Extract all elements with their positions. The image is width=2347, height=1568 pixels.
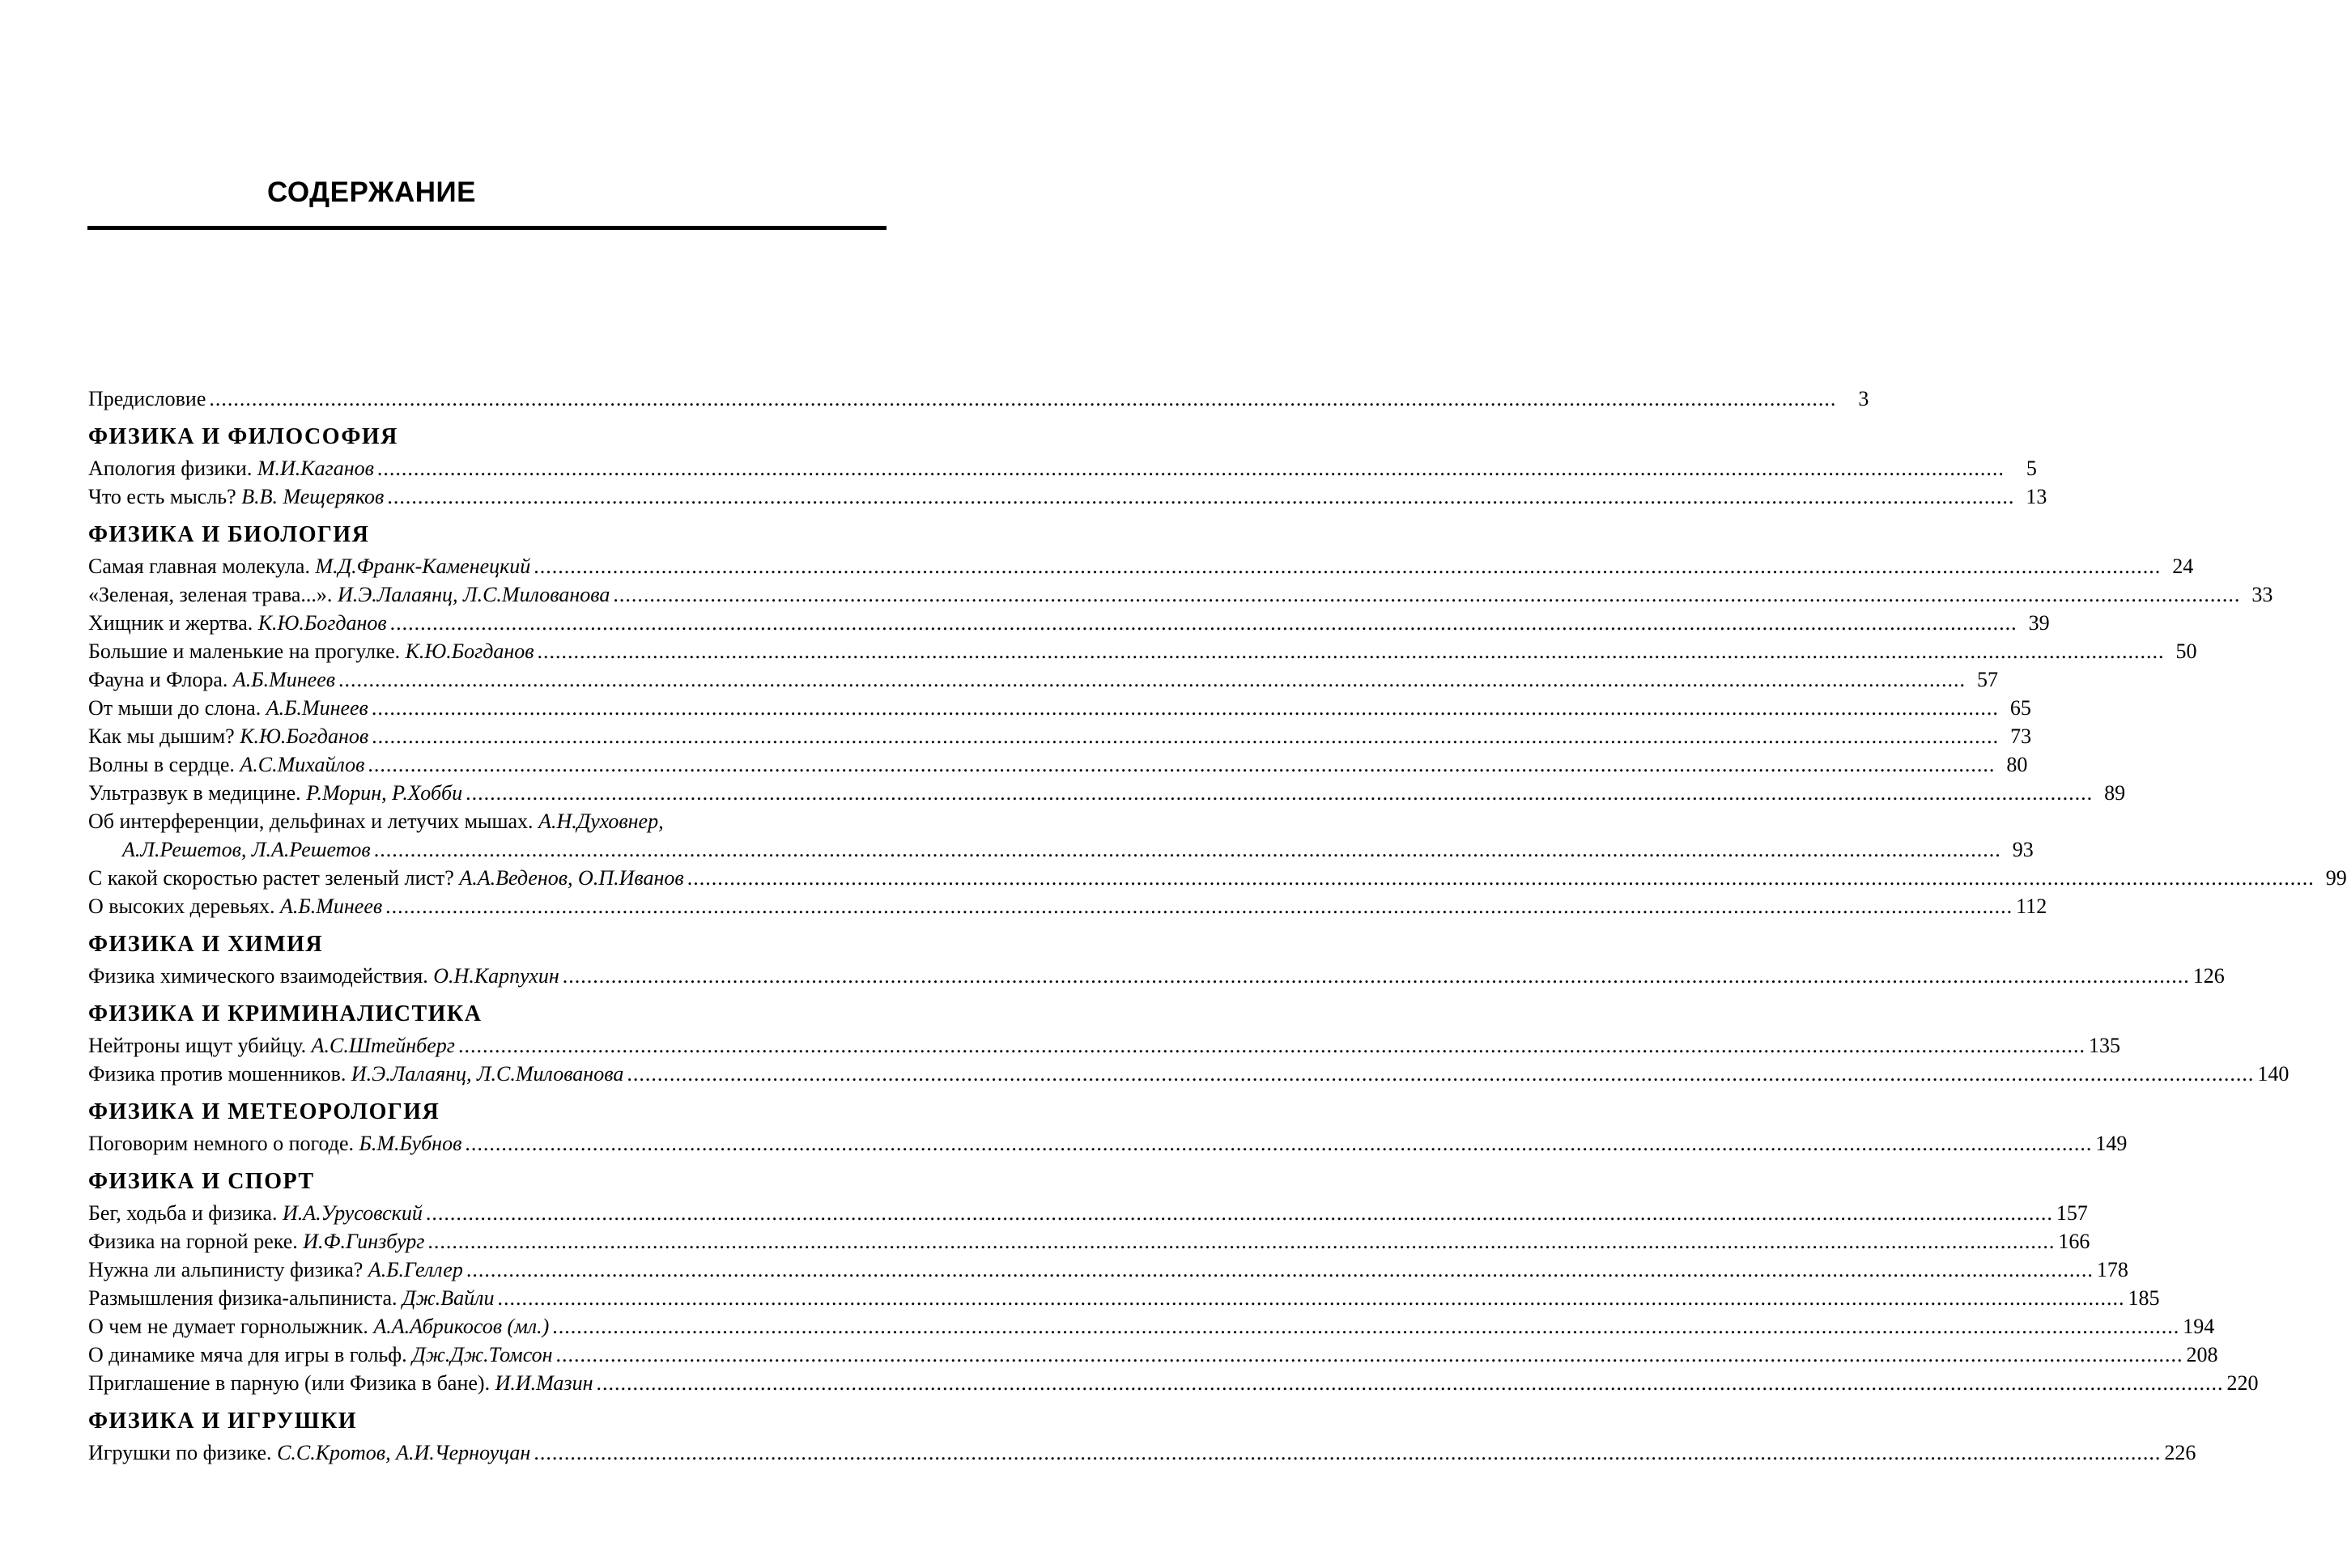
- entry-page: 178: [2096, 1258, 2128, 1281]
- entry-author: И.И.Мазин: [495, 1371, 593, 1395]
- dot-leader: [465, 1129, 2092, 1158]
- dot-leader: [385, 892, 2013, 920]
- entry-page: 140: [2257, 1062, 2290, 1086]
- dot-leader: [687, 864, 2315, 892]
- page-title: СОДЕРЖАНИЕ: [267, 176, 477, 208]
- entry-author: М.И.Каганов: [257, 457, 374, 480]
- dot-leader: [563, 962, 2190, 990]
- entry-page: 99: [2325, 866, 2347, 890]
- dot-leader: [209, 385, 1836, 413]
- entry-page: 149: [2095, 1132, 2128, 1155]
- dot-leader: [556, 1341, 2183, 1369]
- entry-page: 73: [2010, 725, 2032, 748]
- entry-title: Самая главная молекула.: [88, 555, 310, 578]
- dot-leader: [534, 552, 2161, 580]
- toc-entry[interactable]: [88, 1284, 2160, 1312]
- entry-page: 80: [2006, 753, 2028, 776]
- entry-title: О динамике мяча для игры в гольф.: [88, 1343, 407, 1366]
- entry-title: Предисловие: [88, 387, 206, 410]
- entry-author: К.Ю.Богданов: [240, 725, 369, 748]
- section-heading: ФИЗИКА И ХИМИЯ: [88, 932, 324, 957]
- section-heading: ФИЗИКА И СПОРТ: [88, 1169, 315, 1194]
- dot-leader: [498, 1284, 2125, 1312]
- entry-page: 33: [2251, 583, 2273, 606]
- entry-title: О чем не думает горнолыжник.: [88, 1315, 368, 1338]
- entry-author: А.Б.Минеев: [266, 696, 368, 720]
- entry-author: О.Н.Карпухин: [433, 964, 559, 988]
- entry-author: В.В. Мещеряков: [241, 485, 385, 508]
- entry-author: К.Ю.Богданов: [257, 611, 387, 635]
- entry-title: Нужна ли альпинисту физика?: [88, 1258, 364, 1281]
- entry-page: 135: [2088, 1034, 2120, 1057]
- entry-page: 3: [1858, 387, 1869, 410]
- dot-leader: [377, 454, 2005, 482]
- toc-entry[interactable]: [88, 665, 1999, 694]
- dot-leader: [426, 1199, 2053, 1227]
- entry-author: А.А.Веденов, О.П.Иванов: [459, 866, 684, 890]
- toc-entry[interactable]: [88, 1438, 2196, 1467]
- dot-leader: [368, 750, 1995, 779]
- entry-title: Приглашение в парную (или Физика в бане).: [88, 1371, 491, 1395]
- dot-leader: [466, 1256, 2094, 1284]
- toc-entry[interactable]: [88, 454, 2037, 482]
- toc-entry[interactable]: [88, 1031, 2120, 1060]
- entry-author: А.Б.Минеев: [280, 894, 383, 918]
- toc-entry[interactable]: [88, 1060, 2290, 1088]
- dot-leader: [372, 722, 1999, 750]
- entry-page: 226: [2164, 1441, 2196, 1464]
- toc-entry[interactable]: [88, 722, 2032, 750]
- entry-title: Фауна и Флора.: [88, 668, 228, 691]
- toc-entry[interactable]: [88, 1199, 2088, 1227]
- entry-page: 50: [2175, 640, 2197, 663]
- toc-sections: [88, 423, 2347, 1467]
- entry-author: Дж.Дж.Томсон: [412, 1343, 553, 1366]
- entry-title: О высоких деревьях.: [88, 894, 275, 918]
- entry-page: 5: [2026, 457, 2037, 480]
- toc-entry[interactable]: [88, 1129, 2128, 1158]
- entry-author: А.С.Михайлов: [240, 753, 365, 776]
- dot-leader: [627, 1060, 2254, 1088]
- entry-author: А.Л.Решетов, Л.А.Решетов: [122, 838, 371, 861]
- toc-entry[interactable]: [88, 1369, 2259, 1397]
- toc-entry[interactable]: [88, 609, 2050, 637]
- dot-leader: [338, 665, 1966, 694]
- toc-entry[interactable]: [88, 1341, 2218, 1369]
- entry-title: «Зеленая, зеленая трава...».: [88, 583, 333, 606]
- dot-leader: [387, 482, 2014, 511]
- entry-page: 65: [2009, 696, 2031, 720]
- entry-page: 24: [2172, 555, 2194, 578]
- section-heading: ФИЗИКА И БИОЛОГИЯ: [88, 522, 370, 547]
- entry-author: Дж.Вайли: [402, 1286, 495, 1310]
- dot-leader: [372, 694, 1999, 722]
- toc-entry[interactable]: [88, 1227, 2090, 1256]
- dot-leader: [466, 779, 2093, 807]
- entry-page: 166: [2058, 1230, 2090, 1253]
- entry-author: И.Э.Лалаянц, Л.С.Милованова: [351, 1062, 624, 1086]
- entry-author: М.Д.Франк-Каменецкий: [315, 555, 531, 578]
- dot-leader: [458, 1031, 2086, 1060]
- entry-title: Бег, ходьба и физика.: [88, 1201, 278, 1225]
- toc-entry-continuation[interactable]: [88, 835, 2034, 864]
- toc-entry-preface[interactable]: [88, 385, 1869, 413]
- dot-leader: [427, 1227, 2055, 1256]
- toc-entry[interactable]: [88, 1256, 2128, 1284]
- entry-page: 57: [1977, 668, 1999, 691]
- toc-entry[interactable]: [88, 864, 2347, 892]
- entry-title: Размышления физика-альпиниста.: [88, 1286, 398, 1310]
- entry-title: Об интерференции, дельфинах и летучих мышах.: [88, 809, 534, 833]
- entry-page: 194: [2183, 1315, 2215, 1338]
- dot-leader: [390, 609, 2017, 637]
- entry-page: 39: [2028, 611, 2050, 635]
- table-of-contents: [88, 385, 2347, 1467]
- dot-leader: [613, 580, 2240, 609]
- entry-author: А.Н.Духовнер,: [538, 809, 664, 833]
- entry-author: А.Б.Минеев: [232, 668, 336, 691]
- entry-page: 89: [2104, 781, 2126, 805]
- section-heading: ФИЗИКА И ФИЛОСОФИЯ: [88, 424, 398, 449]
- entry-author: А.А.Абрикосов (мл.): [373, 1315, 550, 1338]
- entry-author: И.А.Урусовский: [282, 1201, 423, 1225]
- section-heading: ФИЗИКА И ИГРУШКИ: [88, 1409, 358, 1434]
- entry-author: С.С.Кротов, А.И.Черноуцан: [277, 1441, 531, 1464]
- entry-author: Р.Морин, Р.Хобби: [306, 781, 463, 805]
- entry-title: Физика против мошенников.: [88, 1062, 347, 1086]
- dot-leader: [596, 1369, 2223, 1397]
- dot-leader: [538, 637, 2165, 665]
- entry-page: 93: [2012, 838, 2034, 861]
- entry-title: Волны в сердце.: [88, 753, 235, 776]
- toc-entry[interactable]: [88, 779, 2126, 807]
- entry-page: 220: [2226, 1371, 2259, 1395]
- section-heading: ФИЗИКА И МЕТЕОРОЛОГИЯ: [88, 1099, 440, 1124]
- entry-title: Как мы дышим?: [88, 725, 235, 748]
- entry-title: С какой скоростью растет зеленый лист?: [88, 866, 454, 890]
- entry-author: К.Ю.Богданов: [405, 640, 534, 663]
- entry-page: 112: [2016, 894, 2047, 918]
- toc-entry[interactable]: [88, 580, 2273, 609]
- entry-author: И.Ф.Гинзбург: [303, 1230, 425, 1253]
- toc-entry[interactable]: [88, 1312, 2215, 1341]
- toc-entry[interactable]: [88, 482, 2047, 511]
- entry-title: Игрушки по физике.: [88, 1441, 272, 1464]
- entry-title: Физика химического взаимодействия.: [88, 964, 428, 988]
- section-heading: ФИЗИКА И КРИМИНАЛИСТИКА: [88, 1001, 483, 1026]
- entry-page: 185: [2128, 1286, 2160, 1310]
- toc-entry[interactable]: [88, 552, 2194, 580]
- dot-leader: [552, 1312, 2179, 1341]
- toc-entry[interactable]: [88, 637, 2197, 665]
- entry-author: Б.М.Бубнов: [359, 1132, 462, 1155]
- entry-author: А.С.Штейнберг: [311, 1034, 455, 1057]
- entry-title: Хищник и жертва.: [88, 611, 253, 635]
- entry-title: Поговорим немного о погоде.: [88, 1132, 355, 1155]
- entry-page: 208: [2186, 1343, 2218, 1366]
- entry-title: Ультразвук в медицине.: [88, 781, 301, 805]
- dot-leader: [374, 835, 2001, 864]
- entry-title: Что есть мысль?: [88, 485, 236, 508]
- entry-page: 13: [2026, 485, 2047, 508]
- toc-entry[interactable]: [88, 807, 889, 835]
- toc-entry[interactable]: [88, 750, 2028, 779]
- dot-leader: [534, 1438, 2161, 1467]
- entry-page: 157: [2056, 1201, 2088, 1225]
- entry-title: Апология физики.: [88, 457, 253, 480]
- toc-entry[interactable]: [88, 892, 2047, 920]
- entry-page: 126: [2192, 964, 2225, 988]
- title-rule: [87, 226, 887, 230]
- entry-title: От мыши до слона.: [88, 696, 261, 720]
- toc-entry[interactable]: [88, 694, 2031, 722]
- entry-title: Нейтроны ищут убийцу.: [88, 1034, 307, 1057]
- entry-author: А.Б.Геллер: [368, 1258, 463, 1281]
- entry-author: И.Э.Лалаянц, Л.С.Милованова: [337, 583, 610, 606]
- entry-title: Большие и маленькие на прогулке.: [88, 640, 401, 663]
- toc-entry[interactable]: [88, 962, 2225, 990]
- entry-title: Физика на горной реке.: [88, 1230, 298, 1253]
